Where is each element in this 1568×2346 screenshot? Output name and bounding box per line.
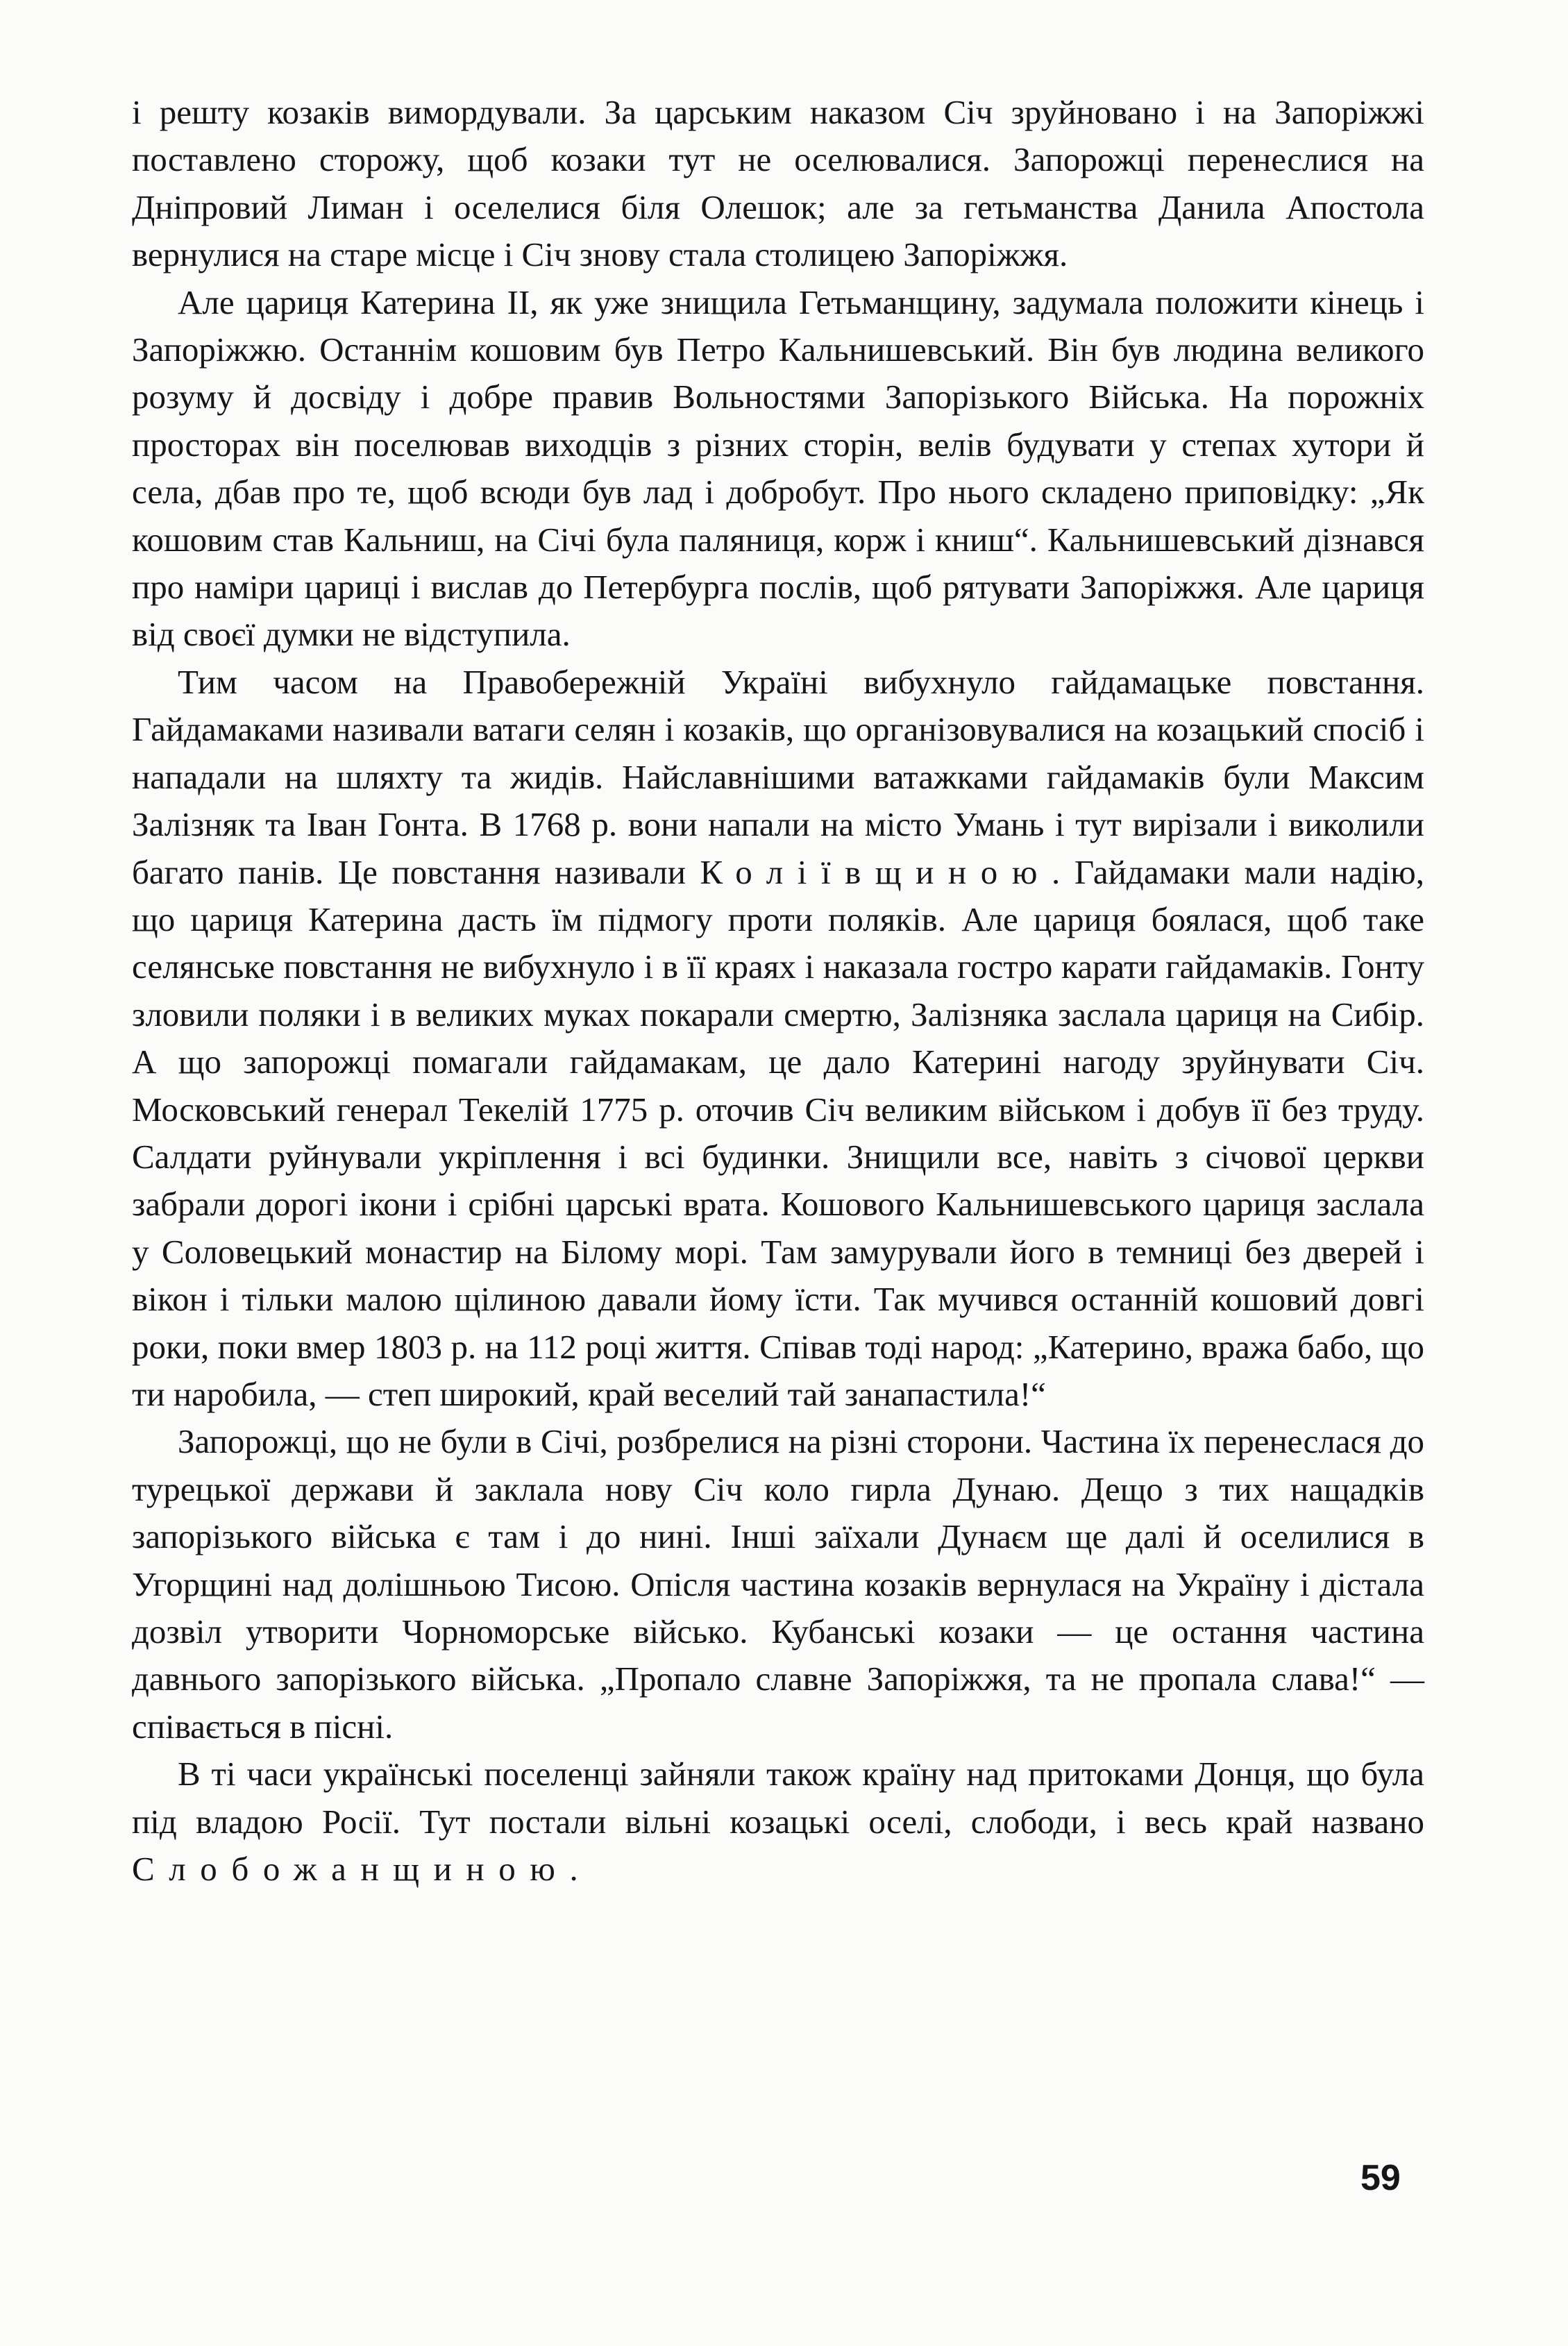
paragraph-1-text: і решту козаків вимордували. За царським наказом Січ зруйновано і на Запоріжжі поставлено сторожу, щоб козаки тут не оселювалися. Запорожці перенеслися на Дніпровий Лиман і оселелися біля Олешок; але за гетьманства Данила Апостола вернулися на старе місце і Січ знову стала столицею Запоріжжя. [132, 93, 1424, 274]
paragraph-5-text-b: . [569, 1850, 578, 1889]
paragraph-3-text-a: Тим часом на Правобережній Україні вибухнуло гайдамацьке повстання. Гайдамаками називали ватаги селян і козаків, що організовувалися на козацький спосіб і нападали на шляхту та жидів. Найславнішими ватажками гайдамаків були Максим Залізняк та Іван Гонта. В 1768 р. вони напали на місто Умань і тут вирізали і виколили багато панів. Це повстання називали [132, 662, 1424, 891]
spaced-term-koliivshchyna: Коліївщиною [700, 852, 1052, 891]
paragraph-5 [132, 1750, 1424, 1893]
paragraph-1 [132, 89, 1424, 279]
paragraph-4 [132, 1418, 1424, 1750]
page-number: 59 [1360, 2158, 1401, 2198]
paragraph-2-text: Але цариця Катерина II, як уже знищила Гетьманщину, задумала положити кінець і Запоріжжю. Останнім кошовим був Петро Кальнишевський. Він був людина великого розуму й досвіду і добре правив Вольностями Запорізького Війська. На порожніх просторах він поселював виходців з різних сторін, велів будувати у степах хутори й села, дбав про те, щоб всюди був лад і добробут. Про нього складено приповідку: „Як кошовим став Кальниш, на Січі була паляниця, корж і книш“. Кальнишевський дізнався про наміри цариці і вислав до Петербурга послів, щоб рятувати Запоріжжя. Але цариця від своєї думки не відступила. [132, 282, 1424, 654]
paragraph-5-text-a: В ті часи українські поселенці зайняли також країну над притоками Донця, що була під владою Росії. Тут постали вільні козацькі оселі, слободи, і весь край названо [132, 1755, 1424, 1841]
paragraph-2 [132, 279, 1424, 659]
spaced-term-slobozhanshchyna: Слобожанщиною [132, 1850, 570, 1889]
page-text-block [132, 89, 1424, 1893]
paragraph-4-text: Запорожці, що не були в Січі, розбрелися на різні сторони. Частина їх перенеслася до турецької держави й заклала нову Січ коло гирла Дунаю. Дещо з тих нащадків запорізького війська є там і до нині. Інші заїхали Дунаєм ще далі й оселилися в Угорщині над долішньою Тисою. Опісля частина козаків вернулася на Україну і дістала дозвіл утворити Чорноморське військо. Кубанські козаки — це остання частина давнього запорізького війська. „Пропало славне Запоріжжя, та не пропала слава!“ — співається в пісні. [132, 1422, 1424, 1746]
paragraph-3 [132, 659, 1424, 1419]
paragraph-3-text-b: . Гайдамаки мали надію, що цариця Катерина дасть їм підмогу проти поляків. Але цариця боялася, щоб таке селянське повстання не вибухнуло і в її краях і наказала гостро карати гайдамаків. Гонту зловили поляки і в великих муках покарали смертю, Залізняка заслала цариця на Сибір. А що запорожці помагали гайдамакам, це дало Катерині нагоду зруйнувати Січ. Московський генерал Текелій 1775 р. оточив Січ великим військом і добув її без труду. Салдати руйнували укріплення і всі будинки. Знищили все, навіть з січової церкви забрали дорогі ікони і срібні царські врата. Кошового Кальнишевського цариця заслала у Соловецький монастир на Білому морі. Там замурували його в темниці без дверей і вікон і тільки малою щілиною давали йому їсти. Так мучився останній кошовий довгі роки, поки вмер 1803 р. на 112 році життя. Співав тоді народ: „Катерино, вража бабо, що ти наробила, — степ широкий, край веселий тай занапастила!“ [132, 852, 1424, 1413]
